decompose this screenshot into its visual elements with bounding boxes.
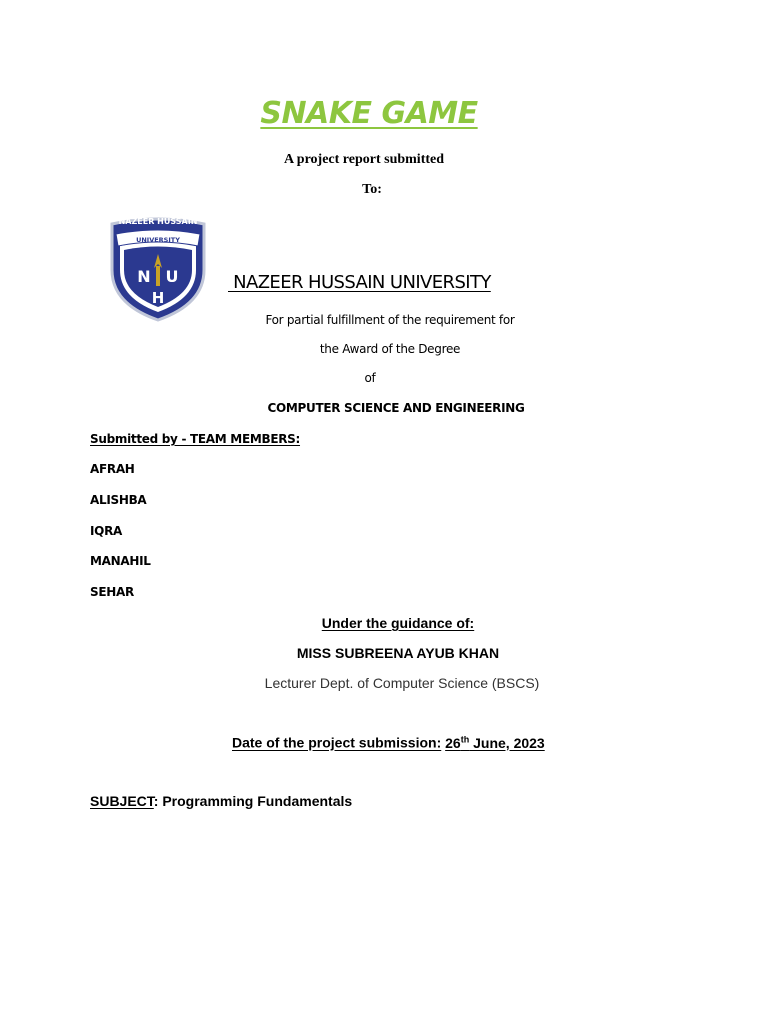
submission-date-value — [445, 735, 545, 751]
team-member: ALISHBA — [90, 493, 147, 507]
submission-date — [232, 734, 545, 751]
fulfillment-line-1: For partial fulfillment of the requirement for — [265, 313, 515, 327]
team-member: MANAHIL — [90, 554, 151, 568]
logo-top-text: NAZEER HUSSAIN — [118, 217, 198, 226]
report-to-label: To: — [362, 182, 382, 197]
guidance-heading: Under the guidance of: — [321, 615, 475, 631]
subject-label: SUBJECT — [90, 793, 154, 809]
logo-letter-left: N — [137, 267, 151, 286]
submission-month-year: June, 2023 — [469, 734, 545, 751]
subject-line — [90, 793, 352, 809]
team-heading: Submitted by - TEAM MEMBERS: — [90, 432, 301, 446]
logo-letter-bottom: H — [151, 289, 165, 307]
team-member: AFRAH — [90, 462, 135, 476]
submission-date-label: Date of the project submission: — [232, 734, 442, 751]
guide-name: MISS SUBREENA AYUB KHAN — [296, 645, 500, 661]
report-subtitle: A project report submitted — [283, 152, 445, 167]
logo-ribbon-text: UNIVERSITY — [136, 236, 180, 244]
submission-day-suffix: th — [460, 734, 470, 744]
university-name: NAZEER HUSSAIN UNIVERSITY — [228, 272, 491, 293]
degree-name: COMPUTER SCIENCE AND ENGINEERING — [267, 401, 525, 415]
fulfillment-line-2: the Award of the Degree — [319, 342, 461, 356]
submission-day: 26 — [445, 734, 461, 751]
team-member: IQRA — [90, 524, 122, 538]
guide-role: Lecturer Dept. of Computer Science (BSCS) — [264, 675, 540, 691]
fulfillment-line-3: of — [364, 371, 376, 385]
document-title: SNAKE GAME — [260, 96, 478, 131]
subject-value: : Programming Fundamentals — [153, 793, 353, 809]
team-member: SEHAR — [90, 585, 134, 599]
logo-letter-right: U — [165, 267, 179, 286]
university-logo — [104, 208, 212, 324]
